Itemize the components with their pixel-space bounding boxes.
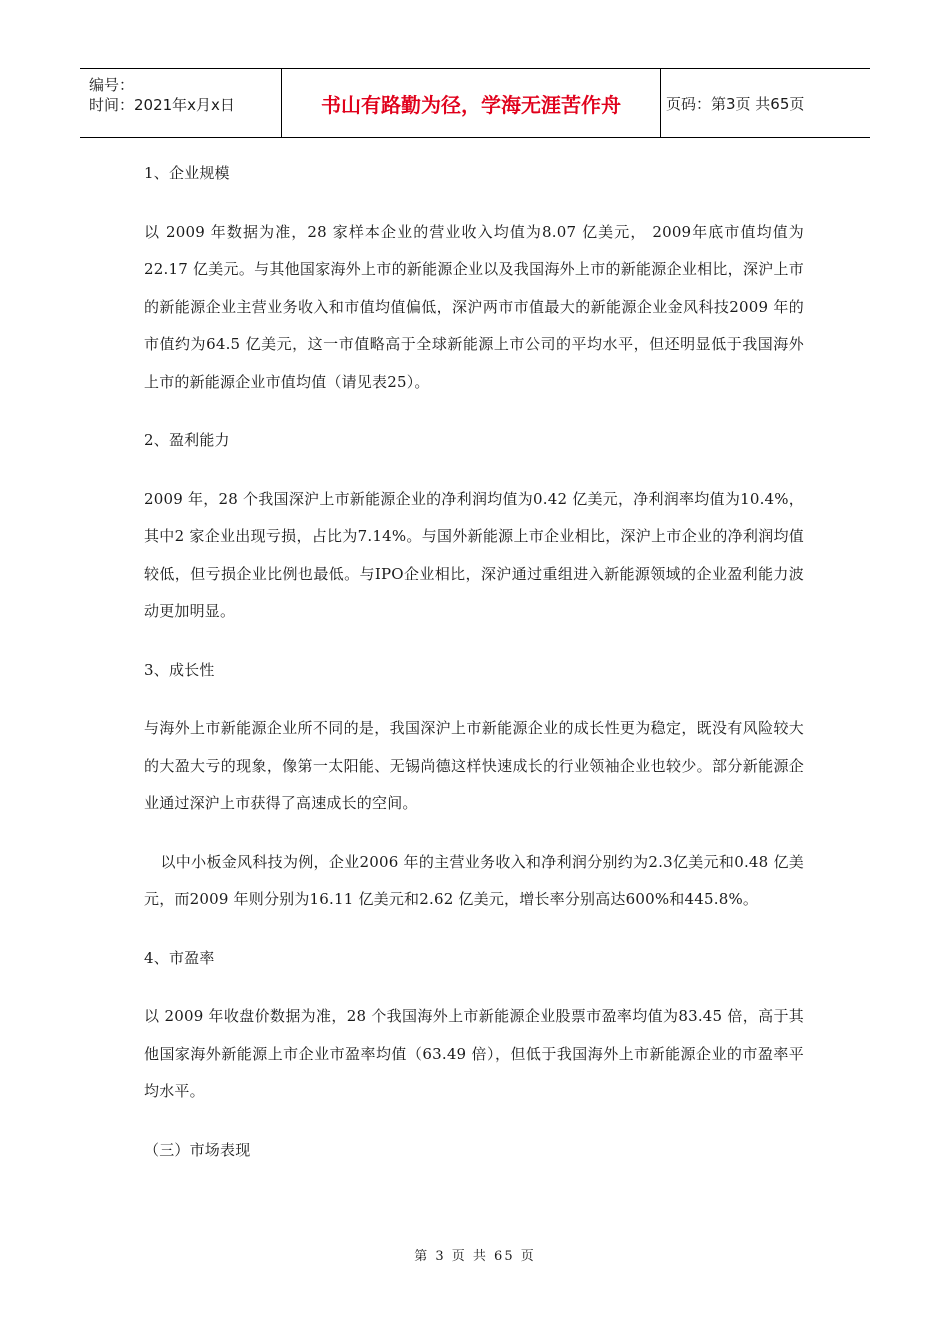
header-info-cell (80, 69, 282, 137)
paragraph: 以 2009 年收盘价数据为准，28 个我国海外上市新能源企业股票市盈率均值为83.45 倍，高于其他国家海外新能源上市企业市盈率均值（63.49 倍），但低于我国海外上市新能源企业的市盈率平均水平。 (144, 1007, 804, 1100)
paragraph: 2009 年，28 个我国深沪上市新能源企业的净利润均值为0.42 亿美元，净利润率均值为10.4%，其中2 家企业出现亏损，占比为7.14%。与国外新能源上市企业相比，深沪上市企业的净利润均值较低，但亏损企业比例也最低。与IPO企业相比，深沪通过重组进入新能源领域的企业盈利能力波动更加明显。 (144, 489, 804, 620)
page-header (80, 68, 870, 138)
time-label: 时间：2021年x月x日 (89, 96, 235, 114)
page-footer (0, 1245, 950, 1264)
motto-text: 书山有路勤为径，学海无涯苦作舟 (321, 92, 621, 117)
header-motto-cell (282, 69, 661, 137)
section-heading: 4、市盈率 (144, 948, 215, 967)
page-label: 页码：第3页 共65页 (666, 94, 805, 113)
paragraph: 以 2009 年数据为准，28 家样本企业的营业收入均值为8.07 亿美元， 2009年底市值均值为22.17 亿美元。与其他国家海外上市的新能源企业以及我国海外上市的新能源企业相比，深沪上市的新能源企业主营业务收入和市值均值偏低，深沪两市市值最大的新能源企业金风科技2009 年的市值约为64.5 亿美元，这一市值略高于全球新能源上市公司的平均水平，但还明显低于我国海外上市的新能源企业市值均值（请见表25）。 (144, 222, 804, 391)
document-body (144, 155, 804, 1190)
section-heading: 3、成长性 (144, 660, 215, 679)
section-heading: 2、盈利能力 (144, 431, 230, 449)
header-page-cell (661, 69, 870, 137)
section-heading: 1、企业规模 (144, 164, 230, 182)
footer-page-number: 第 3 页 共 65 页 (414, 1249, 536, 1264)
serial-label: 编号： (89, 76, 135, 94)
paragraph: 以中小板金风科技为例，企业2006 年的主营业务收入和净利润分别约为2.3亿美元和0.48 亿美元，而2009 年则分别为16.11 亿美元和2.62 亿美元，增长率分别高达600%和445.8%。 (144, 852, 804, 908)
section-heading: （三）市场表现 (144, 1140, 251, 1159)
paragraph: 与海外上市新能源企业所不同的是，我国深沪上市新能源企业的成长性更为稳定，既没有风险较大的大盈大亏的现象，像第一太阳能、无锡尚德这样快速成长的行业领袖企业也较少。部分新能源企业通过深沪上市获得了高速成长的空间。 (144, 719, 804, 812)
